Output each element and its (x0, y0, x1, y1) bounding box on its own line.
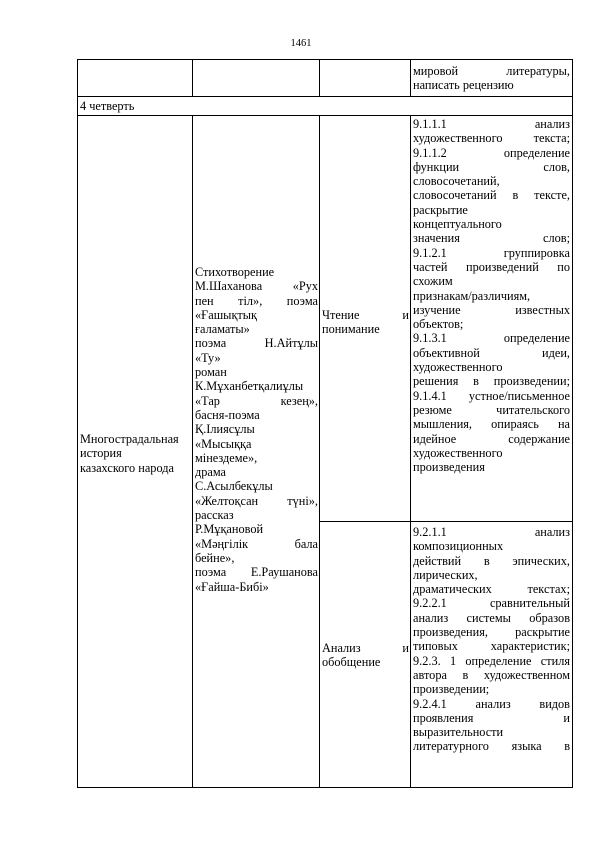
page-number: 1461 (290, 38, 312, 49)
top-row-line: написать рецензию (413, 78, 514, 93)
text-line: ғаламаты» (195, 322, 250, 337)
objective-line: 9.2.4.1 анализ видов (413, 696, 570, 711)
objective-line: 9.1.1.2 определение (413, 145, 570, 160)
objective-line: выразительности (413, 725, 504, 740)
section-name-line: Чтение и (322, 308, 409, 322)
objective-line: мышления, опираясь на (413, 417, 570, 432)
text-line: рассказ (195, 508, 234, 523)
objective-line: композиционных (413, 539, 504, 554)
section-name-reading (322, 308, 409, 337)
top-row-objectives (413, 64, 570, 93)
objective-line: 9.2.3. 1 определение стиля (413, 653, 570, 668)
objective-line: произведения (413, 460, 485, 475)
text-line: поэма Н.Айтұлы (195, 336, 318, 351)
objective-line: художественного (413, 360, 503, 375)
section-name-line: Анализ и (322, 641, 409, 655)
objective-line: значения слов; (413, 231, 570, 246)
objective-line: действий в эпических, (413, 553, 570, 568)
objective-line: драматических текстах; (413, 582, 570, 597)
section-name-analysis (322, 641, 409, 670)
text-line: «Ғашықтық (195, 307, 258, 322)
objectives-analysis (413, 525, 570, 754)
text-line: «Желтоқсан түні», (195, 493, 318, 508)
objective-line: автора в художественном (413, 667, 570, 682)
objective-line: изучение известных (413, 302, 570, 317)
text-line: Стихотворение (195, 265, 275, 279)
objective-line: 9.2.2.1 сравнительный (413, 596, 570, 611)
objective-line: 9.1.3.1 определение (413, 331, 570, 346)
objective-line: резюме читательского (413, 402, 570, 417)
objective-line: 9.1.4.1 устное/письменное (413, 388, 570, 403)
text-line: мінездеме», (195, 450, 258, 465)
section-name-line: обобщение (322, 655, 381, 670)
text-line: роман (195, 365, 227, 380)
objective-line: типовых характеристик; (413, 639, 570, 654)
objective-line: лирических, (413, 567, 478, 582)
top-row-line: мировой литературы, (413, 64, 570, 78)
objective-line: 9.2.1.1 анализ (413, 525, 570, 539)
objective-line: художественного (413, 445, 503, 460)
text-line: пен тіл», поэма (195, 293, 318, 308)
text-line: бейне», (195, 550, 235, 565)
text-line: «Мәңгілік бала (195, 536, 318, 551)
objective-line: раскрытие (413, 202, 468, 217)
text-line: «Мысыққа (195, 436, 252, 451)
theme-cell (80, 432, 192, 475)
objective-line: объектов; (413, 317, 464, 332)
text-line: «Ту» (195, 350, 221, 365)
objective-line: признакам/различиям, (413, 288, 531, 303)
text-line: басня-поэма (195, 407, 260, 422)
text-line: «Ғайша-Бибі» (195, 579, 269, 594)
objective-line: произведении; (413, 682, 490, 697)
objective-line: объективной идеи, (413, 345, 570, 360)
text-line: М.Шаханова «Рух (195, 279, 318, 294)
objective-line: 9.1.1.1 анализ (413, 117, 570, 131)
objective-line: литературного языка в (413, 739, 570, 754)
section-name-line: понимание (322, 322, 380, 337)
quarter-label: 4 четверть (80, 99, 135, 113)
objectives-reading (413, 117, 570, 474)
text-line: драма (195, 465, 227, 480)
objective-line: концептуального (413, 217, 502, 232)
text-line: С.Асылбекұлы (195, 479, 273, 494)
text-line: Р.Мұқановой (195, 522, 264, 537)
objective-line: схожим (413, 274, 453, 289)
objective-line: словосочетаний, (413, 174, 500, 189)
theme-line: история (80, 446, 122, 461)
objective-line: словосочетаний в тексте, (413, 188, 570, 203)
objective-line: функции слов, (413, 159, 570, 174)
objective-line: решения в произведении; (413, 374, 570, 389)
objective-line: произведения, раскрытие (413, 625, 570, 640)
theme-line: казахского народа (80, 460, 174, 475)
text-line: Қ.Ілиясұлы (195, 422, 255, 437)
objective-line: частей произведений по (413, 259, 570, 274)
objective-line: 9.1.2.1 группировка (413, 245, 570, 260)
text-line: К.Мұханбетқалиұлы (195, 379, 304, 394)
objective-line: идейное содержание (413, 431, 570, 446)
objective-line: проявления и (413, 710, 570, 725)
objective-line: художественного текста; (413, 131, 570, 146)
objective-line: анализ системы образов (413, 610, 570, 625)
texts-cell (195, 265, 318, 594)
text-line: поэма Е.Раушанова (195, 565, 318, 580)
theme-line: Многострадальная (80, 432, 179, 446)
text-line: «Тар кезең», (195, 393, 318, 408)
